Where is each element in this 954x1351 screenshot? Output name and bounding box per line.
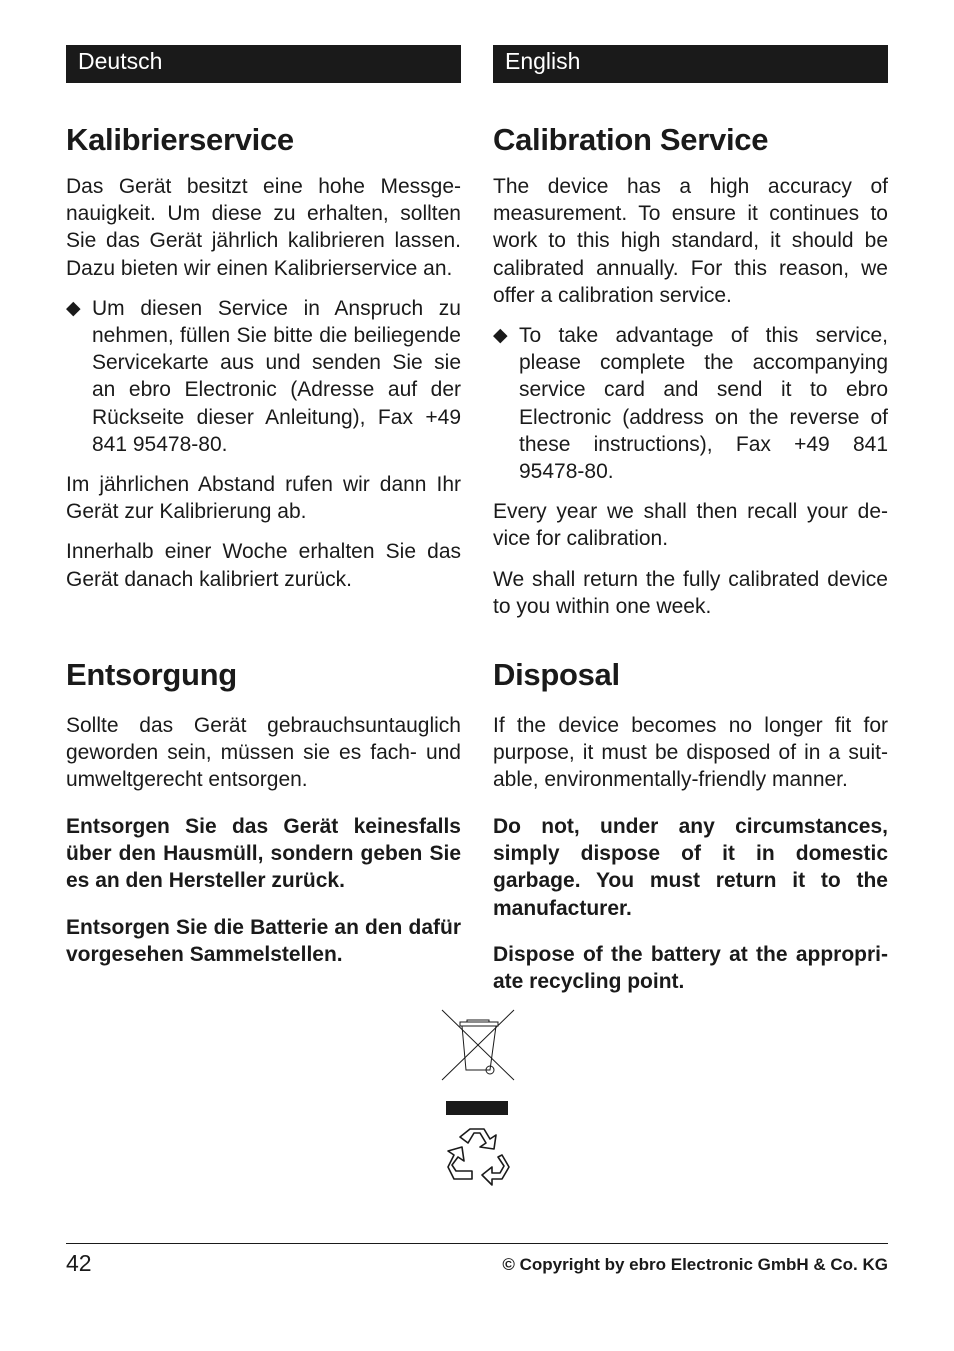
footer-divider <box>66 1243 888 1244</box>
paragraph: Sollte das Gerät gebrauchsuntauglich geworden sein, müssen sie es fach- und umweltgerecht entsorgen. <box>66 714 461 792</box>
language-label-deutsch: Deutsch <box>66 45 461 83</box>
bullet-text: Um diesen Service in Anspruch zu nehmen, füllen Sie bitte die beiliegende Servicekarte aus und senden Sie sie an ebro Electronic (Adresse auf der Rückseite dieser Anleitung), Fax +49 841 95478-80. <box>92 296 461 456</box>
crossed-out-wheelie-bin-icon <box>440 1008 516 1090</box>
heading-entsorgung: Entsorgung <box>66 657 237 692</box>
heading-disposal: Disposal <box>493 657 620 692</box>
bullet-item <box>66 295 461 458</box>
bold-paragraph: Dispose of the battery at the appropriate recycling point. <box>493 943 888 994</box>
solid-bar <box>446 1101 508 1115</box>
diamond-bullet-icon: ◆ <box>66 297 81 319</box>
column-deutsch <box>66 45 461 967</box>
paragraph: The device has a high accuracy of measurement. To ensure it continues to work to this high standard, it should be calibrated annually. For this reason, we offer a calibration service. <box>493 175 888 307</box>
copyright-notice: © Copyright by ebro Electronic GmbH & Co. KG <box>502 1255 888 1274</box>
paragraph: Das Gerät besitzt eine hohe Messgenauigkeit. Um diese zu erhalten, sollten Sie das Gerät jährlich kalibrieren lassen. Dazu bieten wir einen Kalibrierservice an. <box>66 175 461 280</box>
heading-calibration-service: Calibration Service <box>493 122 769 157</box>
paragraph: Innerhalb einer Woche erhalten Sie das Gerät danach kalibriert zurück. <box>66 540 461 591</box>
paragraph: Im jährlichen Abstand rufen wir dann Ihr Gerät zur Kalibrierung ab. <box>66 473 461 524</box>
language-label-english: English <box>493 45 888 83</box>
bullet-text: To take advantage of this service, please complete the accompanying service card and send it to ebro Electronic (address on the reverse of these instructions), Fax +49 841 95478-80. <box>519 324 888 484</box>
heading-kalibrierservice: Kalibrierservice <box>66 122 294 157</box>
column-english <box>493 45 888 994</box>
paragraph: We shall return the fully calibrated device to you within one week. <box>493 567 888 618</box>
bold-paragraph: Entsorgen Sie die Batterie an den dafür vorgesehen Sammelstellen. <box>66 916 461 967</box>
recycling-icon <box>440 1119 516 1189</box>
disposal-symbols <box>440 1008 516 1194</box>
bullet-item <box>493 322 888 485</box>
paragraph: Every year we shall then recall your device for calibration. <box>493 500 888 551</box>
bold-paragraph: Entsorgen Sie das Gerät keinesfalls über den Hausmüll, sondern geben Sie es an den Hersteller zurück. <box>66 815 461 893</box>
paragraph: If the device becomes no longer fit for purpose, it must be disposed of in a suitable, environmentally-friendly manner. <box>493 714 888 792</box>
page-number: 42 <box>66 1250 92 1276</box>
diamond-bullet-icon: ◆ <box>493 325 508 347</box>
bold-paragraph: Do not, under any circumstances, simply dispose of it in domestic garbage. You must return it to the manufacturer. <box>493 815 888 920</box>
